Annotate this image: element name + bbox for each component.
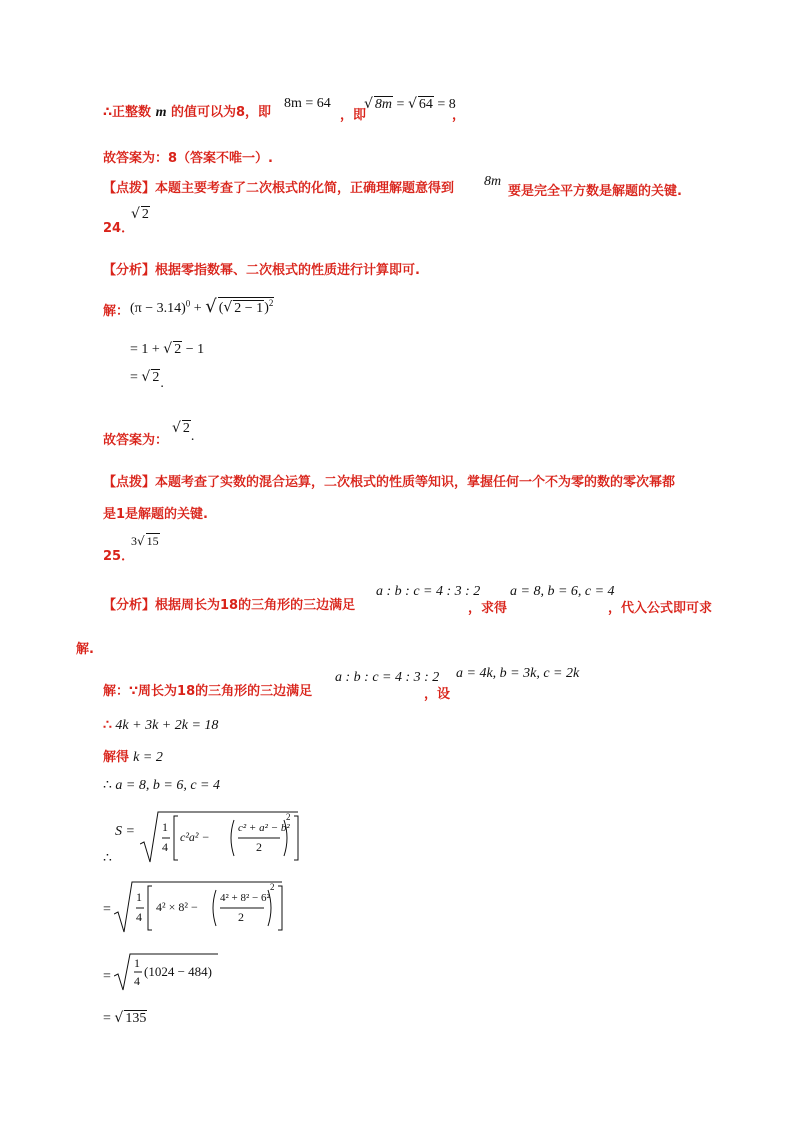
comma: ， bbox=[452, 108, 466, 123]
conclusion-text-3: ，即 bbox=[340, 108, 367, 123]
equals-sign: = bbox=[396, 97, 405, 112]
equals-8: = 8 bbox=[437, 97, 456, 112]
tip-line-1 bbox=[103, 180, 454, 198]
analysis-25-d: 解. bbox=[76, 642, 94, 657]
answer-24-value: √ 2. bbox=[172, 420, 195, 444]
analysis-25-a: 【分析】根据周长为18的三角形的三边满足 bbox=[103, 598, 356, 613]
formula-2-eq: = bbox=[103, 902, 111, 917]
question-25-answer: 3√ 15 bbox=[131, 534, 159, 548]
analysis-24: 【分析】根据零指数幂、二次根式的性质进行计算即可. bbox=[103, 263, 420, 278]
formula-3-eq: = bbox=[103, 969, 111, 984]
variable-m: m bbox=[155, 105, 167, 120]
analysis-25-c: ，代入公式即可求 bbox=[608, 601, 713, 616]
tip-24-line-1: 【点拨】本题考查了实数的混合运算，二次根式的性质等知识，掌握任何一个不为零的数的零次幂都 bbox=[103, 475, 676, 490]
analysis-25-values: a = 8, b = 6, c = 4 bbox=[510, 584, 615, 599]
formula-S-label: S = bbox=[115, 824, 135, 839]
formula-3: 1 4 (1024 − 484) bbox=[114, 952, 224, 992]
formula-4: = √ 135 bbox=[103, 1010, 147, 1026]
therefore-symbol: ∴ bbox=[103, 851, 112, 866]
solution-24-label: 解： bbox=[103, 304, 130, 319]
solution-24-step2: = 1 + √ 2 − 1 bbox=[130, 341, 205, 357]
formula-2-radical bbox=[114, 880, 284, 936]
answer-24-label: 故答案为： bbox=[103, 433, 169, 448]
solution-25-solve: 解得 k = 2 bbox=[103, 750, 163, 765]
solution-24-expr: $(\pi - 3.14)^0$ + √ (√ 2 − 1)$^2$ bbox=[130, 296, 274, 317]
equation-sqrt: √ 8m = √ 64 = 8 bbox=[364, 96, 456, 112]
analysis-25-b: ，求得 bbox=[468, 601, 508, 616]
solution-25-a: 解：∵周长为18的三角形的三边满足 bbox=[103, 684, 313, 699]
tip-text-a: 【点拨】本题主要考查了二次根式的化简，正确理解题意得到 bbox=[103, 181, 455, 196]
tip-math-8m: 8m bbox=[484, 174, 502, 189]
formula-S-radical bbox=[140, 810, 300, 866]
question-25-number: 25． bbox=[103, 549, 135, 564]
tip-24-line-2: 是1是解题的关键. bbox=[103, 507, 208, 522]
conclusion-text-2: 的值可以为8，即 bbox=[171, 105, 272, 120]
conclusion-line bbox=[103, 104, 271, 122]
question-24-number: 24． bbox=[103, 221, 135, 236]
equation-8m-64: 8m = 64 bbox=[284, 96, 331, 111]
question-24-answer: √ 2 bbox=[131, 206, 149, 222]
solution-24-step3: = √ 2. bbox=[130, 369, 164, 391]
sqrt-64: 64 bbox=[418, 97, 433, 112]
formula-2: 1 4 4² × 8² − 4² + 8² − 6² 2 2 bbox=[114, 880, 284, 936]
formula-S: 1 4 c²a² − c² + a² − b² 2 2 bbox=[140, 810, 300, 866]
solution-25-ratio: a : b : c = 4 : 3 : 2 bbox=[335, 670, 440, 685]
solution-25-values: ∴ a = 8, b = 6, c = 4 bbox=[103, 778, 220, 793]
solution-25-b: ，设 bbox=[424, 687, 451, 702]
tip-text-b: 要是完全平方数是解题的关键. bbox=[508, 184, 682, 199]
solution-25-eq1: ∴ 4k + 3k + 2k = 18 bbox=[103, 718, 219, 733]
conclusion-text: ∴正整数 bbox=[103, 105, 152, 120]
solution-25-set: a = 4k, b = 3k, c = 2k bbox=[456, 666, 580, 681]
analysis-25-ratio: a : b : c = 4 : 3 : 2 bbox=[376, 584, 481, 599]
answer-line: 故答案为：8（答案不唯一）. bbox=[103, 151, 273, 166]
sqrt-8m: 8m bbox=[374, 97, 393, 112]
